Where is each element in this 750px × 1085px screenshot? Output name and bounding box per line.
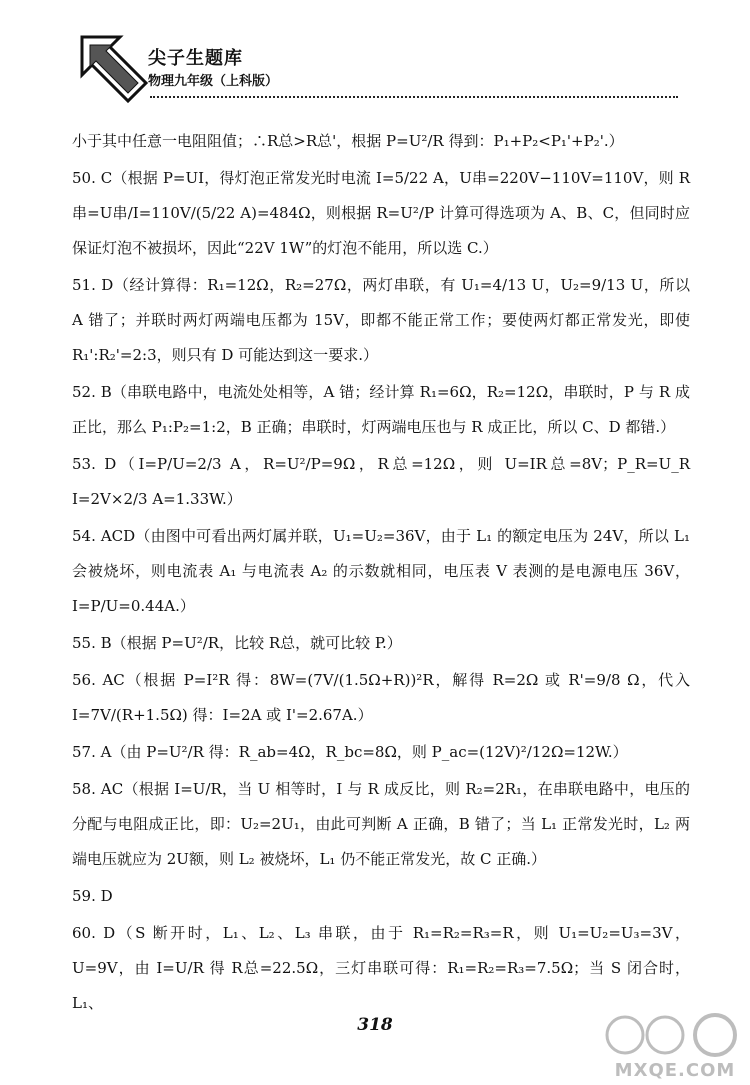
answer-60: 60. D（S 断开时，L₁、L₂、L₃ 串联，由于 R₁=R₂=R₃=R，则 U₁=U₂=U₃=3V，U=9V，由 I=U/R 得 R总=22.5Ω，三灯串联可得：R₁=R₂=R₃=7.5Ω；当 S 闭合时，L₁、 — [72, 924, 690, 1012]
continuation-paragraph: 小于其中任意一电阻阻值；∴R总>R总'，根据 P=U²/R 得到：P₁+P₂<P₁'+P₂'.） — [72, 132, 624, 150]
answer-55: 55. B（根据 P=U²/R，比较 R总，就可比较 P.） — [72, 634, 402, 652]
page-header — [0, 0, 750, 120]
answer-52: 52. B（串联电路中，电流处处相等，A 错；经计算 R₁=6Ω，R₂=12Ω，串联时，P 与 R 成正比，那么 P₁:P₂=1:2，B 正确；串联时，灯两端电压也与 R 成正比，所以 C、D 都错.） — [72, 383, 690, 436]
arrow-logo-icon — [80, 35, 150, 105]
watermark-text: MXQE.COM — [614, 1060, 736, 1081]
answer-51: 51. D（经计算得：R₁=12Ω，R₂=27Ω，两灯串联，有 U₁=4/13 U，U₂=9/13 U，所以 A 错了；并联时两灯两端电压都为 15V，即都不能正常工作；要使两灯都正常发光，即使 R₁':R₂'=2:3，则只有 D 可能达到这一要求.） — [72, 276, 690, 364]
page-number: 318 — [357, 1015, 393, 1035]
watermark-icon — [600, 1010, 750, 1060]
answer-59: 59. D — [72, 887, 113, 905]
answer-53: 53. D（I=P/U=2/3 A，R=U²/P=9Ω，R总=12Ω，则 U=IR总=8V；P_R=U_R I=2V×2/3 A=1.33W.） — [72, 455, 690, 508]
watermark-logo — [600, 1010, 750, 1085]
answer-50: 50. C（根据 P=UI，得灯泡正常发光时电流 I=5/22 A，U串=220V−110V=110V，则 R串=U串/I=110V/(5/22 A)=484Ω，则根据 R=U²/P 计算可得选项为 A、B、C，但同时应保证灯泡不被损坏，因此“22V 1W”的灯泡不能用，所以选 C.） — [72, 169, 690, 257]
answer-58: 58. AC（根据 I=U/R，当 U 相等时，I 与 R 成反比，则 R₂=2R₁，在串联电路中，电压的分配与电阻成正比，即：U₂=2U₁，由此可判断 A 正确，B 错了；当 L₁ 正常发光时，L₂ 两端电压就应为 2U额，则 L₂ 被烧坏，L₁ 仍不能正常发光，故 C 正确.） — [72, 780, 690, 868]
header-divider — [150, 96, 678, 98]
answer-content — [72, 124, 690, 1023]
book-subtitle: 物理九年级（上科版） — [148, 74, 279, 89]
answer-57: 57. A（由 P=U²/R 得：R_ab=4Ω，R_bc=8Ω，则 P_ac=(12V)²/12Ω=12W.） — [72, 743, 628, 761]
answer-54: 54. ACD（由图中可看出两灯属并联，U₁=U₂=36V，由于 L₁ 的额定电压为 24V，所以 L₁ 会被烧坏，则电流表 A₁ 与电流表 A₂ 的示数就相同，电压表 V 表测的是电源电压 36V，I=P/U=0.44A.） — [72, 527, 690, 615]
book-title: 尖子生题库 — [148, 48, 243, 69]
answer-56: 56. AC（根据 P=I²R 得：8W=(7V/(1.5Ω+R))²R，解得 R=2Ω 或 R'=9/8 Ω，代入 I=7V/(R+1.5Ω) 得：I=2A 或 I'=2.67A.） — [72, 671, 690, 724]
